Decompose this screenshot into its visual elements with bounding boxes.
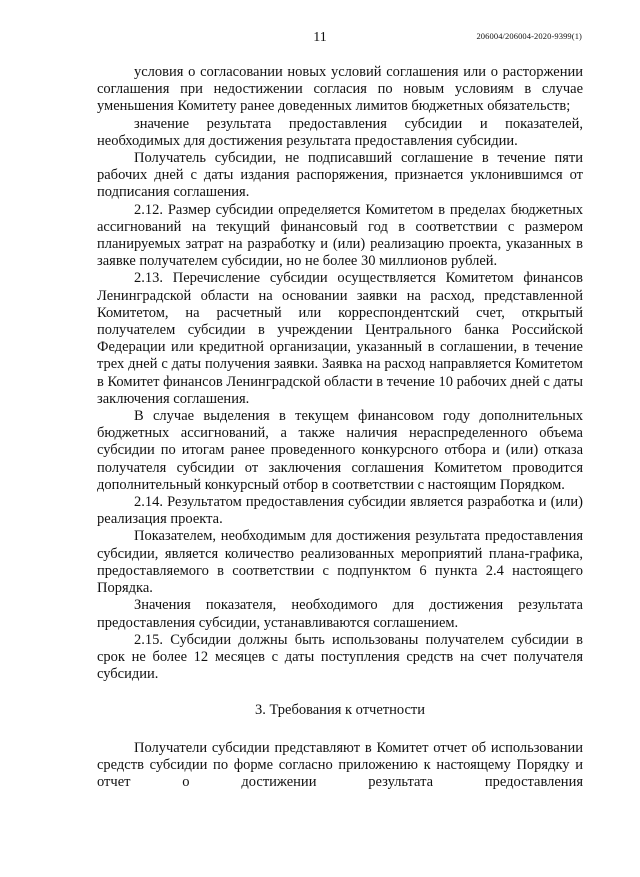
paragraph-unsigned-agreement: Получатель субсидии, не подписавший соглашение в течение пяти рабочих дней с даты издания распоряжения, признается уклонившимся от подписания соглашения. bbox=[97, 150, 583, 201]
paragraph-additional-selection: В случае выделения в текущем финансовом году дополнительных бюджетных ассигнований, а также наличия нераспределенного объема субсидии по итогам ранее проведенного конкурсного отбора и (или) отказа получателя субсидии от заключения соглашения Комитетом проводится дополнительный конкурсный отбор в соответствии с настоящим Порядком. bbox=[97, 408, 583, 493]
paragraph-2-13: 2.13. Перечисление субсидии осуществляется Комитетом финансов Ленинградской области на основании заявки на расход, представленной Комитетом, на расчетный или корреспондентский счет, открытый получателем субсидии в учреждении Центрального банка Российской Федерации или кредитной организации, указанный в соглашении, в течение трех дней с даты получения заявки. Заявка на расход направляется Комитетом в Комитет финансов Ленинградской области в течение 10 рабочих дней с даты заключения соглашения. bbox=[97, 270, 583, 407]
document-id: 206004/206004-2020-9399(1) bbox=[476, 31, 582, 41]
paragraph-2-12: 2.12. Размер субсидии определяется Комитетом в пределах бюджетных ассигнований на текущий финансовый год в соответствии с размером планируемых затрат на разработку и (или) реализацию проекта, указанных в заявке получателем субсидии, но не более 30 миллионов рублей. bbox=[97, 201, 583, 270]
paragraph-2-14: 2.14. Результатом предоставления субсидии является разработка и (или) реализация проекта. bbox=[97, 494, 583, 528]
page-number: 11 bbox=[313, 30, 327, 45]
paragraph-agreement-terms: условия о согласовании новых условий соглашения или о расторжении соглашения при недостижении согласия по новым условиям в случае уменьшения Комитету ранее доведенных лимитов бюджетных обязательств; bbox=[97, 64, 583, 115]
paragraph-indicator: Показателем, необходимым для достижения результата предоставления субсидии, является количество реализованных мероприятий плана-графика, предоставляемого в соответствии с подпунктом 6 пункта 2.4 настоящего Порядка. bbox=[97, 528, 583, 597]
paragraph-reporting: Получатели субсидии представляют в Комитет отчет об использовании средств субсидии по форме согласно приложению к настоящему Порядку и отчет о достижении результата предоставления bbox=[97, 739, 583, 790]
paragraph-result-value: значение результата предоставления субсидии и показателей, необходимых для достижения результата предоставления субсидии. bbox=[97, 115, 583, 149]
document-body bbox=[97, 64, 583, 791]
paragraph-2-15: 2.15. Субсидии должны быть использованы получателем субсидии в срок не более 12 месяцев с даты поступления средств на счет получателя субсидии. bbox=[97, 631, 583, 683]
section-heading: 3. Требования к отчетности bbox=[254, 702, 426, 719]
paragraph-indicator-values: Значения показателя, необходимого для достижения результата предоставления субсидии, устанавливаются соглашением. bbox=[97, 597, 583, 631]
